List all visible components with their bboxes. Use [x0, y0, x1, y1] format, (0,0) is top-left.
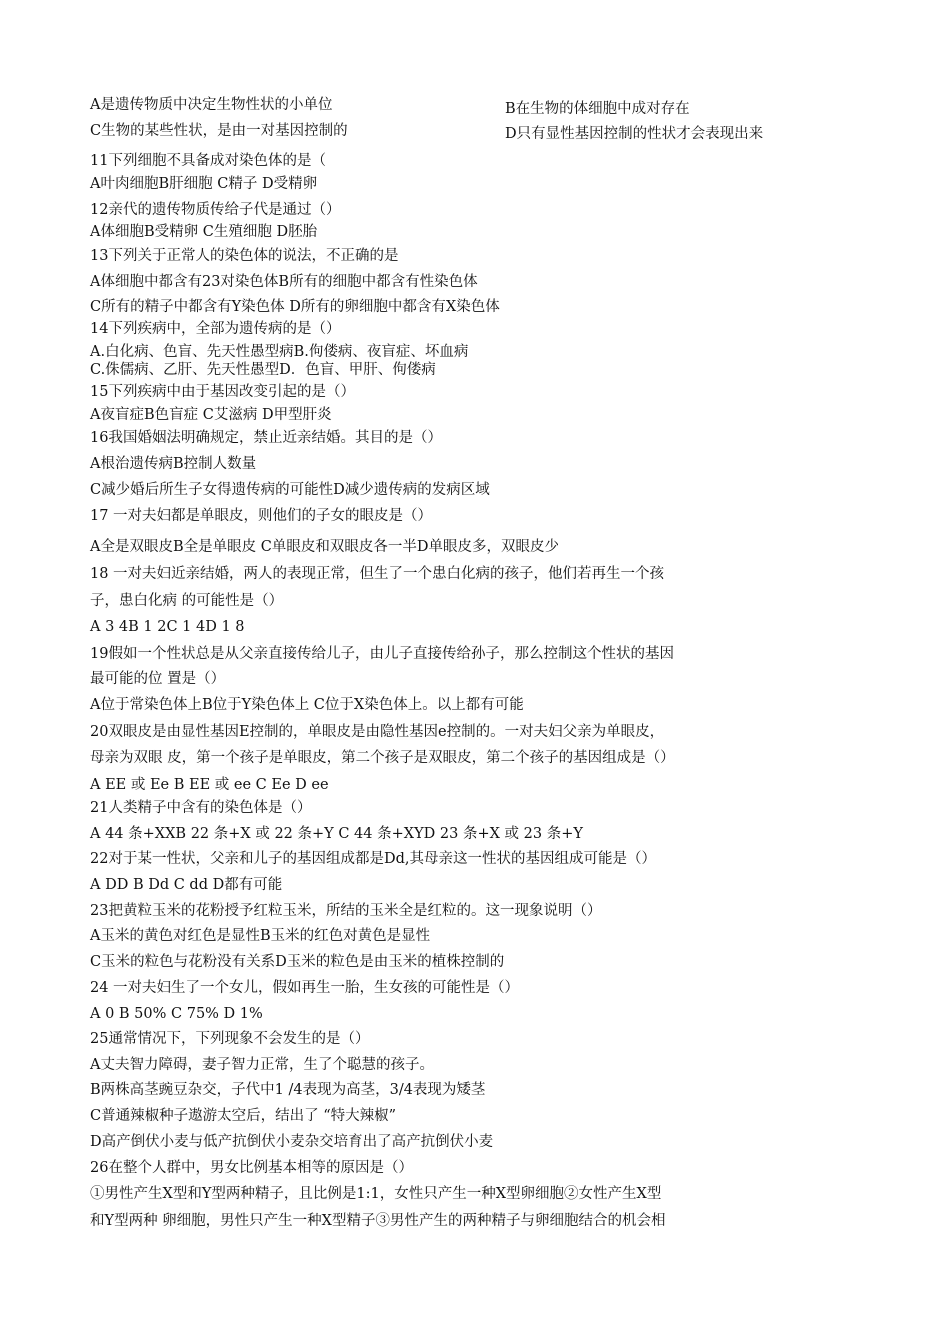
question-text: 15下列疾病中由于基因改变引起的是（）: [90, 384, 355, 400]
option-text: C普通辣椒种子遨游太空后，结出了 “特大辣椒”: [90, 1108, 397, 1124]
question-text: 11下列细胞不具备成对染色体的是（: [90, 153, 326, 169]
question-text: 17 一对夫妇都是单眼皮，则他们的子女的眼皮是（）: [90, 508, 433, 524]
option-text: A DD B Dd C dd D都有可能: [90, 877, 283, 893]
option-text: A体细胞中都含有23对染色体B所有的细胞中都含有性染色体: [90, 274, 478, 290]
option-text: A.白化病、色盲、先天性愚型病B.佝偻病、夜盲症、坏血病: [90, 344, 469, 360]
option-text: A 44 条+XXB 22 条+X 或 22 条+Y C 44 条+XYD 23 条+X 或 23 条+Y: [90, 826, 583, 842]
option-text: C减少婚后所生子女得遗传病的可能性D减少遗传病的发病区域: [90, 482, 490, 498]
option-text: C生物的某些性状，是由一对基因控制的: [90, 123, 348, 139]
option-text: 和Y型两种 卵细胞，男性只产生一种X型精子③男性产生的两种精子与卵细胞结合的机会相: [90, 1213, 666, 1229]
option-text: A 3 4B 1 2C 1 4D 1 8: [90, 619, 245, 635]
option-text: D高产倒伏小麦与低产抗倒伏小麦杂交培育出了高产抗倒伏小麦: [90, 1134, 494, 1150]
question-text: 22对于某一性状，父亲和儿子的基因组成都是Dd,其母亲这一性状的基因组成可能是（）: [90, 851, 656, 867]
option-text: B在生物的体细胞中成对存在: [505, 101, 690, 117]
option-text: A EE 或 Ee B EE 或 ee C Ee D ee: [90, 777, 329, 793]
option-text: A玉米的黄色对红色是显性B玉米的红色对黄色是显性: [90, 928, 431, 944]
question-text: 24 一对夫妇生了一个女儿，假如再生一胎，生女孩的可能性是（）: [90, 980, 520, 996]
question-text: 12亲代的遗传物质传给子代是通过（）: [90, 202, 341, 218]
question-text: 26在整个人群中，男女比例基本相等的原因是（）: [90, 1160, 413, 1176]
option-text: C所有的精子中都含有Y染色体 D所有的卵细胞中都含有X染色体: [90, 299, 500, 315]
question-text: 最可能的位 置是（）: [90, 671, 226, 687]
question-text: 23把黄粒玉米的花粉授予红粒玉米，所结的玉米全是红粒的。这一现象说明（）: [90, 903, 602, 919]
option-text: C玉米的粒色与花粉没有关系D玉米的粒色是由玉米的植株控制的: [90, 954, 505, 970]
option-text: A全是双眼皮B全是单眼皮 C单眼皮和双眼皮各一半D单眼皮多，双眼皮少: [90, 539, 559, 555]
option-text: ①男性产生X型和Y型两种精子，且比例是1:1，女性只产生一种X型卵细胞②女性产生X型: [90, 1186, 662, 1202]
option-text: A位于常染色体上B位于Y染色体上 C位于X染色体上。以上都有可能: [90, 697, 524, 713]
question-text: 14下列疾病中，全部为遗传病的是（）: [90, 321, 341, 337]
option-text: A是遗传物质中决定生物性状的小单位: [90, 97, 333, 113]
option-text: A丈夫智力障碍，妻子智力正常，生了个聪慧的孩子。: [90, 1057, 434, 1073]
question-text: 18 一对夫妇近亲结婚，两人的表现正常，但生了一个患白化病的孩子，他们若再生一个孩: [90, 566, 665, 582]
option-text: A体细胞B受精卵 C生殖细胞 D胚胎: [90, 224, 318, 240]
option-text: B两株高茎豌豆杂交，子代中1 /4表现为高茎，3/4表现为矮茎: [90, 1082, 486, 1098]
option-text: A 0 B 50% C 75% D 1%: [90, 1006, 263, 1022]
question-text: 19假如一个性状总是从父亲直接传给儿子，由儿子直接传给孙子，那么控制这个性状的基因: [90, 646, 674, 662]
question-text: 20双眼皮是由显性基因E控制的，单眼皮是由隐性基因e控制的。一对夫妇父亲为单眼皮，: [90, 724, 665, 740]
option-text: A叶肉细胞B肝细胞 C精子 D受精卵: [90, 176, 318, 192]
question-text: 13下列关于正常人的染色体的说法，不正确的是: [90, 248, 399, 264]
option-text: A根治遗传病B控制人数量: [90, 456, 257, 472]
option-text: A夜盲症B色盲症 C艾滋病 D甲型肝炎: [90, 407, 332, 423]
option-text: D只有显性基因控制的性状才会表现出来: [505, 126, 764, 142]
question-text: 16我国婚姻法明确规定，禁止近亲结婚。其目的是（）: [90, 430, 442, 446]
option-text: C.侏儒病、乙肝、先天性愚型D．色盲、甲肝、佝偻病: [90, 362, 436, 378]
question-text: 子，患白化病 的可能性是（）: [90, 593, 284, 609]
question-text: 25通常情况下，下列现象不会发生的是（）: [90, 1031, 370, 1047]
question-text: 母亲为双眼 皮，第一个孩子是单眼皮，第二个孩子是双眼皮，第二个孩子的基因组成是（）: [90, 750, 675, 766]
question-text: 21人类精子中含有的染色体是（）: [90, 800, 312, 816]
